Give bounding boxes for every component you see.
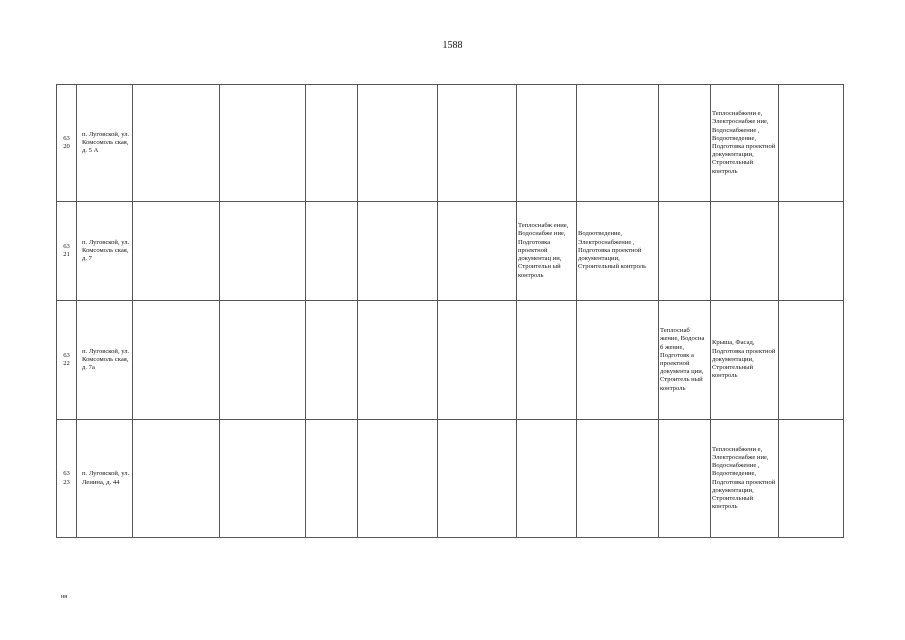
works-cell	[517, 202, 577, 301]
empty-cell	[220, 301, 306, 420]
address-cell	[77, 85, 133, 202]
works-cell	[711, 85, 779, 202]
address-cell-text: п. Луговской, ул. Ленина, д. 44	[82, 470, 130, 486]
empty-cell	[220, 202, 306, 301]
works-cell	[711, 420, 779, 538]
works-cell	[659, 420, 711, 538]
address-cell-text: п. Луговской, ул. Комсомоль ская, д. 7а	[82, 347, 130, 372]
address-cell-text: п. Луговской, ул. Комсомоль ская, д. 7	[82, 238, 130, 263]
empty-cell	[779, 301, 844, 420]
empty-cell	[779, 202, 844, 301]
empty-cell	[358, 301, 438, 420]
works-cell	[577, 301, 659, 420]
works-cell-text: Теплоснаб жение, Водосна б жение, Подготовк а проектной документа ции, Строитель ный контроль	[660, 327, 705, 392]
empty-cell	[306, 202, 358, 301]
works-cell-text: Теплоснабж ение, Водоснабже ние, Подготовка проектной документац ии, Строительн ый контроль	[518, 222, 569, 279]
works-cell	[517, 301, 577, 420]
table-row	[57, 202, 844, 301]
row-number-text: 63 23	[63, 470, 70, 486]
works-cell	[659, 202, 711, 301]
works-cell	[577, 85, 659, 202]
row-number	[57, 301, 77, 420]
empty-cell	[133, 420, 220, 538]
works-cell	[517, 85, 577, 202]
works-cell	[711, 301, 779, 420]
works-table	[56, 84, 844, 538]
empty-cell	[306, 301, 358, 420]
table-row	[57, 85, 844, 202]
works-cell	[711, 202, 779, 301]
empty-cell	[779, 85, 844, 202]
row-number-text: 63 22	[63, 351, 70, 367]
empty-cell	[438, 85, 517, 202]
row-number	[57, 85, 77, 202]
works-cell	[517, 420, 577, 538]
works-cell-text: Теплоснабжени е, Электроснабже ние, Водоснабжение , Водоотведение, Подготовка проектной документации, Строительный контроль	[712, 445, 776, 511]
works-cell-text: Водоотведение, Электроснабжение , Подготовка проектной документации, Строительный контроль	[578, 230, 647, 271]
empty-cell	[220, 420, 306, 538]
table-row	[57, 420, 844, 538]
works-cell-text: Теплоснабжени е, Электроснабже ние, Водоснабжение , Водоотведение, Подготовка проектной документации, Строительный контроль	[712, 110, 776, 175]
works-cell	[659, 85, 711, 202]
row-number	[57, 420, 77, 538]
footer-mark: нн	[61, 594, 68, 600]
empty-cell	[438, 301, 517, 420]
empty-cell	[133, 301, 220, 420]
empty-cell	[133, 85, 220, 202]
works-cell	[659, 301, 711, 420]
row-number-text: 63 21	[63, 242, 70, 258]
empty-cell	[358, 420, 438, 538]
empty-cell	[220, 85, 306, 202]
table-body	[57, 85, 844, 538]
address-cell	[77, 301, 133, 420]
empty-cell	[306, 85, 358, 202]
row-number	[57, 202, 77, 301]
page-number: 1588	[442, 40, 463, 51]
address-cell	[77, 420, 133, 538]
works-cell	[577, 202, 659, 301]
empty-cell	[133, 202, 220, 301]
empty-cell	[306, 420, 358, 538]
works-cell-text: Крыша, Фасад, Подготовка проектной документации, Строительный контроль	[712, 339, 776, 380]
empty-cell	[438, 420, 517, 538]
row-number-text: 63 20	[63, 134, 70, 150]
empty-cell	[438, 202, 517, 301]
empty-cell	[358, 202, 438, 301]
address-cell-text: п. Луговской, ул. Комсомоль ская, д. 5 А	[82, 130, 130, 155]
empty-cell	[779, 420, 844, 538]
address-cell	[77, 202, 133, 301]
works-cell	[577, 420, 659, 538]
empty-cell	[358, 85, 438, 202]
table-row	[57, 301, 844, 420]
